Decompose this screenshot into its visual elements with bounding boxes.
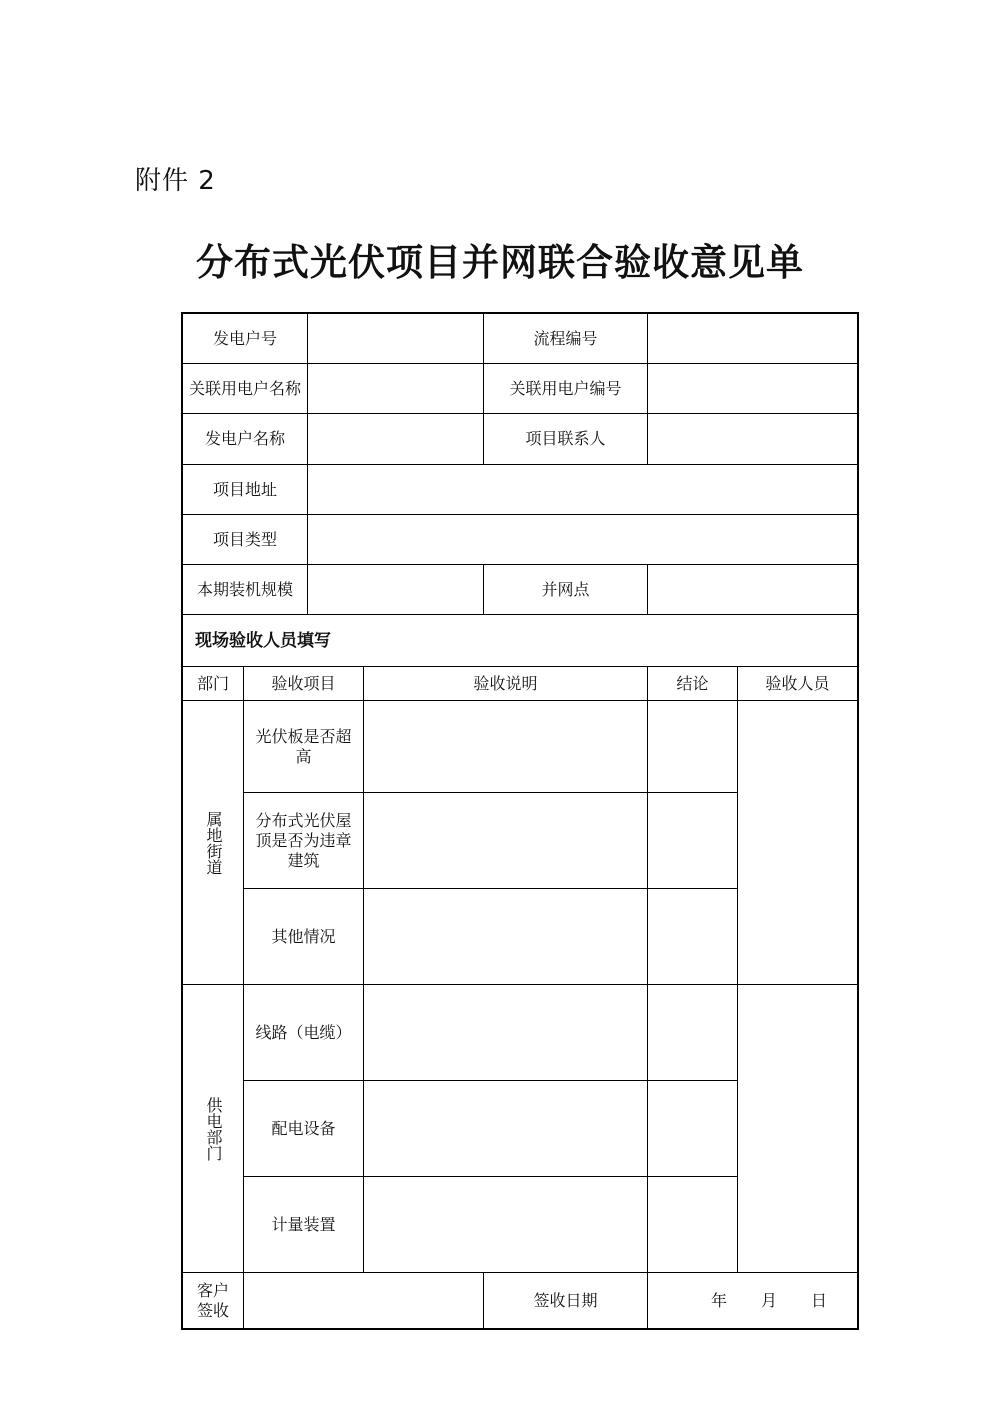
- sign-date-field[interactable]: [648, 1273, 857, 1328]
- header-inspector: 验收人员: [738, 667, 857, 701]
- related-user-name-label: 关联用电户名称: [183, 364, 308, 414]
- desc-field[interactable]: [364, 889, 648, 985]
- day-label: 日: [810, 1290, 827, 1310]
- conclusion-field[interactable]: [648, 793, 738, 889]
- conclusion-field[interactable]: [648, 889, 738, 985]
- process-no-label: 流程编号: [484, 314, 648, 364]
- related-user-name-field[interactable]: [308, 364, 484, 414]
- conclusion-field[interactable]: [648, 1081, 738, 1177]
- project-type-field[interactable]: [308, 515, 857, 565]
- project-type-label: 项目类型: [183, 515, 308, 565]
- grid-point-label: 并网点: [484, 565, 648, 615]
- customer-sign-label: 客户签收: [183, 1273, 244, 1328]
- related-user-no-label: 关联用电户编号: [484, 364, 648, 414]
- project-address-label: 项目地址: [183, 465, 308, 515]
- related-user-no-field[interactable]: [648, 364, 857, 414]
- item-other: 其他情况: [244, 889, 364, 985]
- conclusion-field[interactable]: [648, 701, 738, 793]
- project-contact-label: 项目联系人: [484, 414, 648, 465]
- desc-field[interactable]: [364, 1177, 648, 1273]
- page-title: 分布式光伏项目并网联合验收意见单: [196, 240, 804, 284]
- project-address-field[interactable]: [308, 465, 857, 515]
- desc-field[interactable]: [364, 793, 648, 889]
- header-desc: 验收说明: [364, 667, 648, 701]
- conclusion-field[interactable]: [648, 1177, 738, 1273]
- dept-local-street: [183, 701, 244, 985]
- generator-no-field[interactable]: [308, 314, 484, 364]
- item-panel-height: 光伏板是否超高: [244, 701, 364, 793]
- desc-field[interactable]: [364, 1081, 648, 1177]
- attachment-label: 附件 2: [135, 166, 216, 196]
- install-capacity-field[interactable]: [308, 565, 484, 615]
- install-capacity-label: 本期装机规模: [183, 565, 308, 615]
- item-distribution-equipment: 配电设备: [244, 1081, 364, 1177]
- year-label: 年: [710, 1290, 727, 1310]
- dept-label: 属地街道: [204, 810, 223, 875]
- dept-power-supply: [183, 985, 244, 1273]
- item-illegal-building: 分布式光伏屋顶是否为违章建筑: [244, 793, 364, 889]
- inspector-field-local[interactable]: [738, 701, 857, 985]
- customer-sign-field[interactable]: [244, 1273, 484, 1328]
- header-item: 验收项目: [244, 667, 364, 701]
- header-dept: 部门: [183, 667, 244, 701]
- project-contact-field[interactable]: [648, 414, 857, 465]
- item-metering-device: 计量装置: [244, 1177, 364, 1273]
- header-conclusion: 结论: [648, 667, 738, 701]
- acceptance-form: [181, 312, 859, 1330]
- section-title: 现场验收人员填写: [183, 615, 857, 667]
- inspector-field-power[interactable]: [738, 985, 857, 1273]
- item-line-cable: 线路（电缆）: [244, 985, 364, 1081]
- generator-name-field[interactable]: [308, 414, 484, 465]
- desc-field[interactable]: [364, 985, 648, 1081]
- generator-no-label: 发电户号: [183, 314, 308, 364]
- conclusion-field[interactable]: [648, 985, 738, 1081]
- generator-name-label: 发电户名称: [183, 414, 308, 465]
- process-no-field[interactable]: [648, 314, 857, 364]
- month-label: 月: [760, 1290, 777, 1310]
- sign-date-label: 签收日期: [484, 1273, 648, 1328]
- desc-field[interactable]: [364, 701, 648, 793]
- grid-point-field[interactable]: [648, 565, 857, 615]
- dept-label: 供电部门: [204, 1096, 223, 1161]
